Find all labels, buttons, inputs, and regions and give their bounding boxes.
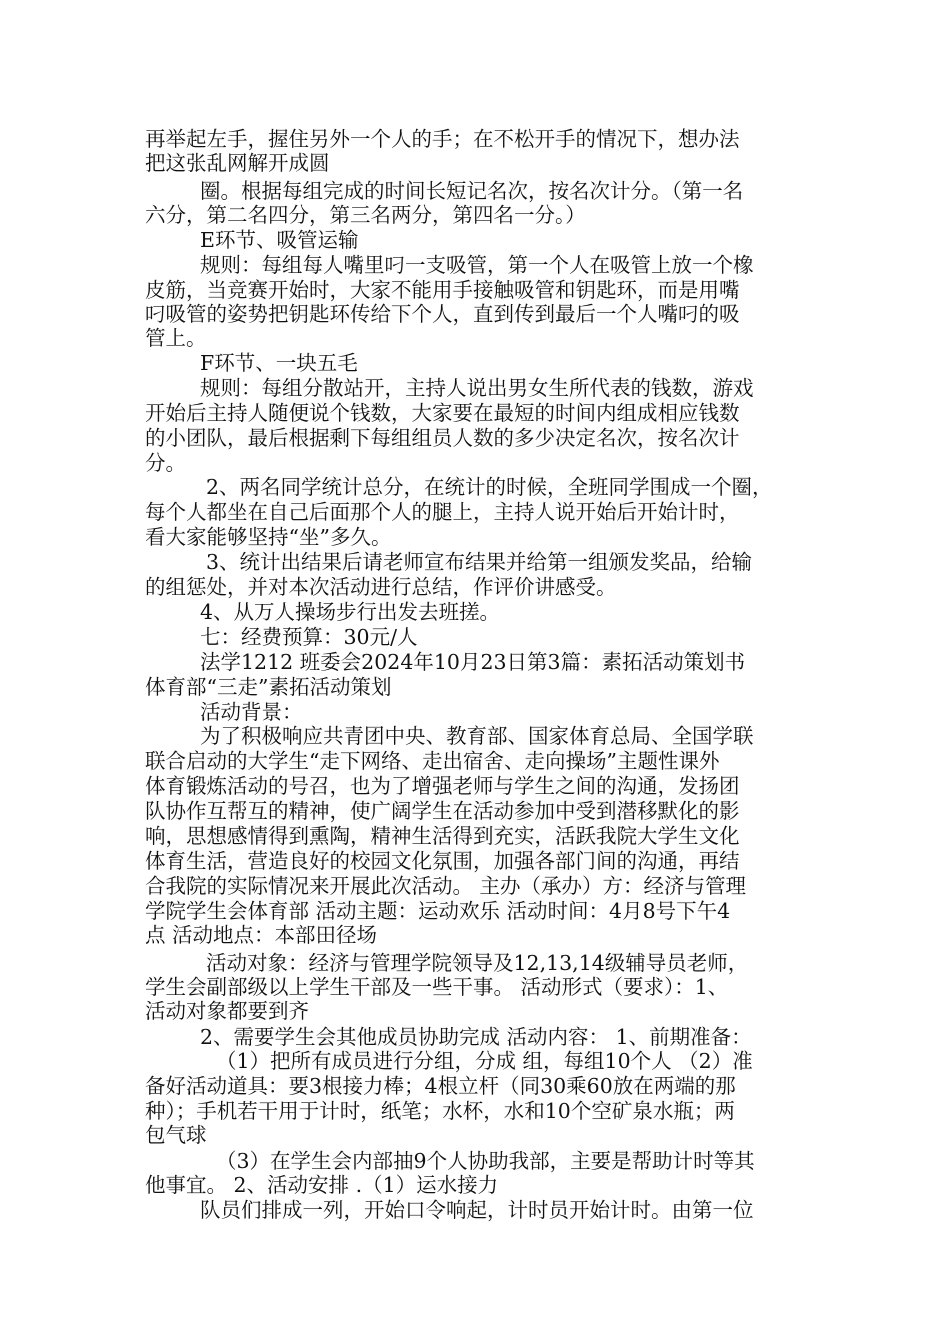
text-line: 2、两名同学统计总分，在统计的时候，全班同学围成一个圈， [206, 475, 773, 499]
text-line: 联合启动的大学生“走下网络、走出宿舍、走向操场”主题性课外 [145, 749, 720, 773]
text-line: 2、需要学生会其他成员协助完成 活动内容： 1、前期准备： [200, 1025, 752, 1049]
text-line: 把这张乱网解开成圆 [145, 151, 330, 175]
text-line: 皮筋，当竞赛开始时，大家不能用手接触吸管和钥匙环，而是用嘴 [145, 278, 740, 302]
text-line: 规则：每组每人嘴里叼一支吸管，第一个人在吸管上放一个橡 [200, 253, 754, 277]
text-line: 点 活动地点：本部田径场 [145, 923, 378, 947]
text-line: 六分，第二名四分，第三名两分，第四名一分。） [145, 203, 586, 227]
text-line: 3、统计出结果后请老师宣布结果并给第一组颁发奖品，给输 [206, 550, 753, 574]
text-line: 活动背景： [200, 700, 303, 724]
text-line: 学生会副部级以上学生干部及一些干事。 活动形式（要求）：1、 [145, 975, 729, 999]
text-line: 体育生活，营造良好的校园文化氛围，加强各部门间的沟通，再结 [145, 849, 740, 873]
text-line: 体育部“三走”素拓活动策划 [145, 675, 392, 699]
text-line: （1）把所有成员进行分组，分成 组，每组10个人 （2）准 [216, 1049, 753, 1073]
text-line: 种）；手机若干用于计时，纸笔；水杯，水和10个空矿泉水瓶；两 [145, 1099, 735, 1123]
text-line: 队协作互帮互的精神，使广阔学生在活动参加中受到潜移默化的影 [145, 799, 740, 823]
text-line: 备好活动道具：要3根接力棒；4根立杆（同30乘60放在两端的那 [145, 1074, 736, 1098]
text-line: 队员们排成一列，开始口令响起，计时员开始计时。由第一位 [200, 1198, 754, 1222]
text-line: 活动对象都要到齐 [145, 999, 309, 1023]
text-line: 包气球 [145, 1123, 207, 1147]
text-line: 开始后主持人随便说个钱数，大家要在最短的时间内组成相应钱数 [145, 401, 740, 425]
text-line: 的小团队，最后根据剩下每组组员人数的多少决定名次，按名次计 [145, 426, 740, 450]
section-heading: F环节、一块五毛 [200, 351, 358, 375]
text-line: 七：经费预算：30元/人 [200, 625, 418, 649]
text-line: 每个人都坐在自己后面那个人的腿上，主持人说开始后开始计时， [145, 500, 740, 524]
text-line: 圈。根据每组完成的时间长短记名次，按名次计分。（第一名 [200, 179, 744, 203]
text-line: 管上。 [145, 326, 207, 350]
text-line: 叼吸管的姿势把钥匙环传给下个人，直到传到最后一个人嘴叼的吸 [145, 302, 740, 326]
text-line: 4、从万人操场步行出发去班搓。 [200, 600, 501, 624]
text-line: 法学1212 班委会2024年10月23日第3篇：素拓活动策划书 [200, 650, 746, 674]
text-line: （3）在学生会内部抽9个人协助我部，主要是帮助计时等其 [216, 1149, 755, 1173]
text-line: 分。 [145, 451, 186, 475]
text-line: 活动对象：经济与管理学院领导及12,13,14级辅导员老师， [206, 951, 749, 975]
text-line: 体育锻炼活动的号召，也为了增强老师与学生之间的沟通，发扬团 [145, 774, 740, 798]
text-line: 再举起左手，握住另外一个人的手；在不松开手的情况下，想办法 [145, 127, 740, 151]
text-line: 学院学生会体育部 活动主题：运动欢乐 活动时间：4月8号下午4 [145, 899, 731, 923]
text-line: 合我院的实际情况来开展此次活动。 主办（承办）方：经济与管理 [145, 874, 747, 898]
text-line: 看大家能够坚持“坐”多久。 [145, 525, 392, 549]
text-line: 他事宜。 2、活动安排 .（1）运水接力 [145, 1173, 499, 1197]
text-line: 规则：每组分散站开，主持人说出男女生所代表的钱数，游戏 [200, 376, 754, 400]
text-line: 响，思想感情得到熏陶，精神生活得到充实，活跃我院大学生文化 [145, 824, 740, 848]
text-line: 的组惩处，并对本次活动进行总结，作评价讲感受。 [145, 575, 617, 599]
text-line: 为了积极响应共青团中央、教育部、国家体育总局、全国学联 [200, 724, 754, 748]
section-heading: E环节、吸管运输 [200, 228, 359, 252]
